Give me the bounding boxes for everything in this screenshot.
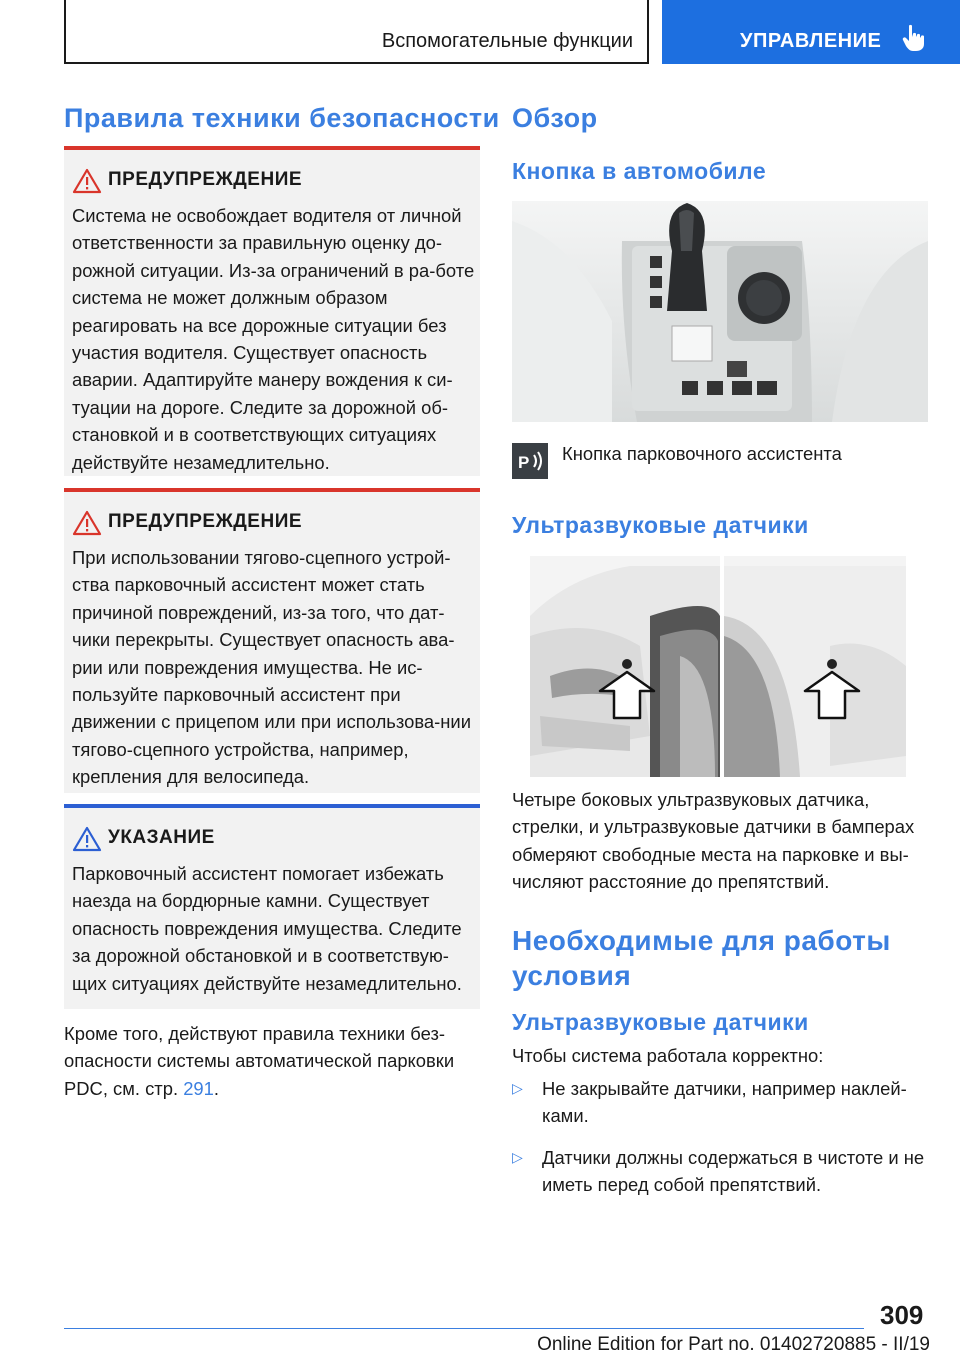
requirements-title-line1: Необходимые для работы (512, 925, 891, 956)
requirements-list (512, 1075, 932, 1213)
chapter-label: УПРАВЛЕНИЕ (740, 30, 882, 52)
bullet-triangle-icon: ▷ (512, 1080, 523, 1096)
park-assist-button-icon (512, 443, 548, 479)
safety-title: Правила техники безопасности (64, 103, 500, 133)
period: . (213, 1077, 219, 1099)
button-subtitle: Кнопка в автомобиле (512, 158, 767, 184)
section-tab (64, 0, 649, 64)
warning-text: Система не освобождает водителя от личной ответственности за правильную оценку до-рожной ситуации. Из-за ограничений в ра-боте система не может должным образом реагировать на все дорожные ситуации без участия водителя. Существует опасность аварии. Адаптируйте манеру вождения к си-туации на дороге. Следите за дорожной об-становкой и в соответствующих ситуациях действуйте незамедлительно. (72, 205, 475, 473)
edition-footer: Online Edition for Part no. 01402720885 - II/19 (537, 1334, 930, 1355)
notice-label: УКАЗАНИЕ (108, 827, 215, 848)
requirements-title (512, 923, 891, 993)
footer-divider (64, 1328, 864, 1329)
warning-text: При использовании тягово-сцепного устрой-ства парковочный ассистент может стать причиной повреждений, из-за того, что дат-чики перекрыты. Существует опасность ава-рии или повреждения имущества. Не ис-пользуйте парковочный ассистент при движении с прицепом или при использова-нии тягово-сцепного устройства, например, крепления для велосипеда. (72, 547, 471, 788)
warning-box-1 (64, 146, 480, 476)
warning-label: ПРЕДУПРЕЖДЕНИЕ (108, 511, 303, 532)
page-link[interactable]: 291 (183, 1077, 214, 1099)
list-item (512, 1144, 932, 1199)
button-caption: Кнопка парковочного ассистента (562, 443, 842, 464)
requirements-intro: Чтобы система работала корректно: (512, 1045, 824, 1066)
sensors-description: Четыре боковых ультразвуковых датчика, стрелки, и ультразвуковые датчики в бамперах обмеряют свободные места на парковке и вы-числяют расстояние до препятствий. (512, 789, 915, 893)
list-item-text: Датчики должны содержаться в чистоте и не иметь перед собой препятствий. (542, 1146, 925, 1196)
center-console-photo (512, 201, 928, 422)
list-item-text: Не закрывайте датчики, например наклей-ками. (542, 1078, 907, 1127)
warning-label: ПРЕДУПРЕЖДЕНИЕ (108, 169, 303, 190)
requirements-subtitle: Ультразвуковые датчики (512, 1009, 809, 1035)
ultrasonic-sensors-photo (530, 556, 906, 777)
warning-triangle-icon (72, 510, 102, 536)
notice-text: Парковочный ассистент помогает избежать наезда на бордюрные камни. Существует опасность повреждения имущества. Следите за дорожной обстановкой и в соответствую-щих ситуациях действуйте незамедлительно. (72, 863, 462, 994)
requirements-title-line2: условия (512, 960, 632, 991)
pdc-reference-paragraph (64, 1020, 480, 1102)
page-number: 309 (880, 1300, 924, 1330)
warning-triangle-icon (72, 168, 102, 194)
warning-box-2 (64, 488, 480, 793)
bullet-triangle-icon: ▷ (512, 1148, 523, 1165)
sensors-subtitle: Ультразвуковые датчики (512, 512, 809, 538)
chapter-tab (662, 0, 960, 64)
list-item (512, 1075, 932, 1130)
section-label: Вспомогательные функции (381, 30, 633, 52)
hand-pointer-icon (902, 24, 928, 52)
warning-triangle-icon (72, 826, 102, 852)
pdc-reference-text: Кроме того, действуют правила техники без-опасности системы автоматической парковки PDC, см. стр. (64, 1023, 455, 1099)
svg-text:P: P (518, 453, 530, 472)
overview-title: Обзор (512, 103, 598, 133)
notice-box (64, 804, 480, 1009)
